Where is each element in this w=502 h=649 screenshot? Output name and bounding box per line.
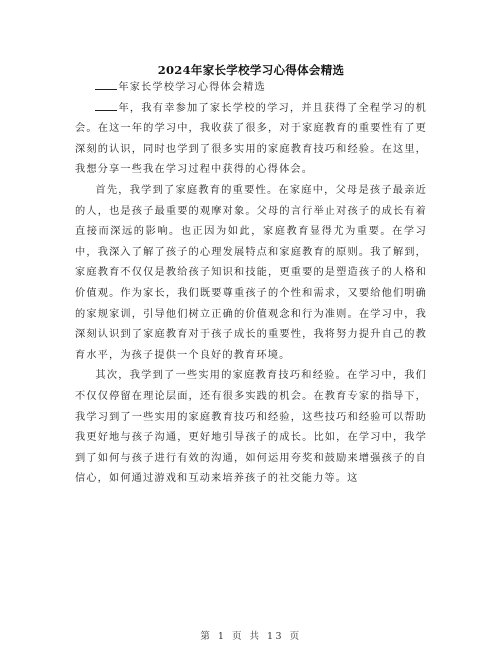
blank-underline bbox=[95, 100, 117, 111]
document-body bbox=[75, 78, 427, 490]
blank-underline bbox=[95, 79, 117, 90]
paragraph-first: 首先，我学到了家庭教育的重要性。在家庭中，父母是孩子最亲近的人，也是孩子最重要的观摩对象。父母的言行举止对孩子的成长有着直接而深远的影响。也正因为如此，家庭教育显得尤为重要。在学习中，我深入了解了孩子的心理发展特点和家庭教育的原则。我了解到，家庭教育不仅仅是教给孩子知识和技能，更重要的是塑造孩子的人格和价值观。作为家长，我们既要尊重孩子的个性和需求，又要给他们明确的家规家训，引导他们树立正确的价值观念和行为准则。在学习中，我深刻认识到了家庭教育对于孩子成长的重要性，我将努力提升自己的教育水平，为孩子提供一个良好的教育环境。 bbox=[75, 184, 427, 361]
paragraph-second: 其次，我学到了一些实用的家庭教育技巧和经验。在学习中，我们不仅仅停留在理论层面，还有很多实践的机会。在教育专家的指导下，我学习到了一些实用的家庭教育技巧和经验，这些技巧和经验可以帮助我更好地与孩子沟通，更好地引导孩子的成长。比如，在学习中，我学到了如何与孩子进行有效的沟通，如何运用夸奖和鼓励来增强孩子的自信心，如何通过游戏和互动来培养孩子的社交能力等。这 bbox=[75, 370, 427, 485]
document-title: 2024年家长学校学习心得体会精选 bbox=[157, 63, 345, 77]
subtitle-text: 年家长学校学习心得体会精选 bbox=[118, 82, 266, 93]
subtitle-line bbox=[75, 78, 427, 99]
paragraph-intro bbox=[75, 99, 427, 181]
page-number-footer: 第 1 页 共 13 页 bbox=[200, 631, 302, 642]
paragraph-text: 年，我有幸参加了家长学校的学习，并且获得了全程学习的机会。在这一年的学习中，我收获了很多，对于家庭教育的重要性有了更深刻的认识，同时也学到了很多实用的家庭教育技巧和经验。在这里，我想分享一些我在学习过程中获得的心得体会。 bbox=[75, 102, 427, 176]
